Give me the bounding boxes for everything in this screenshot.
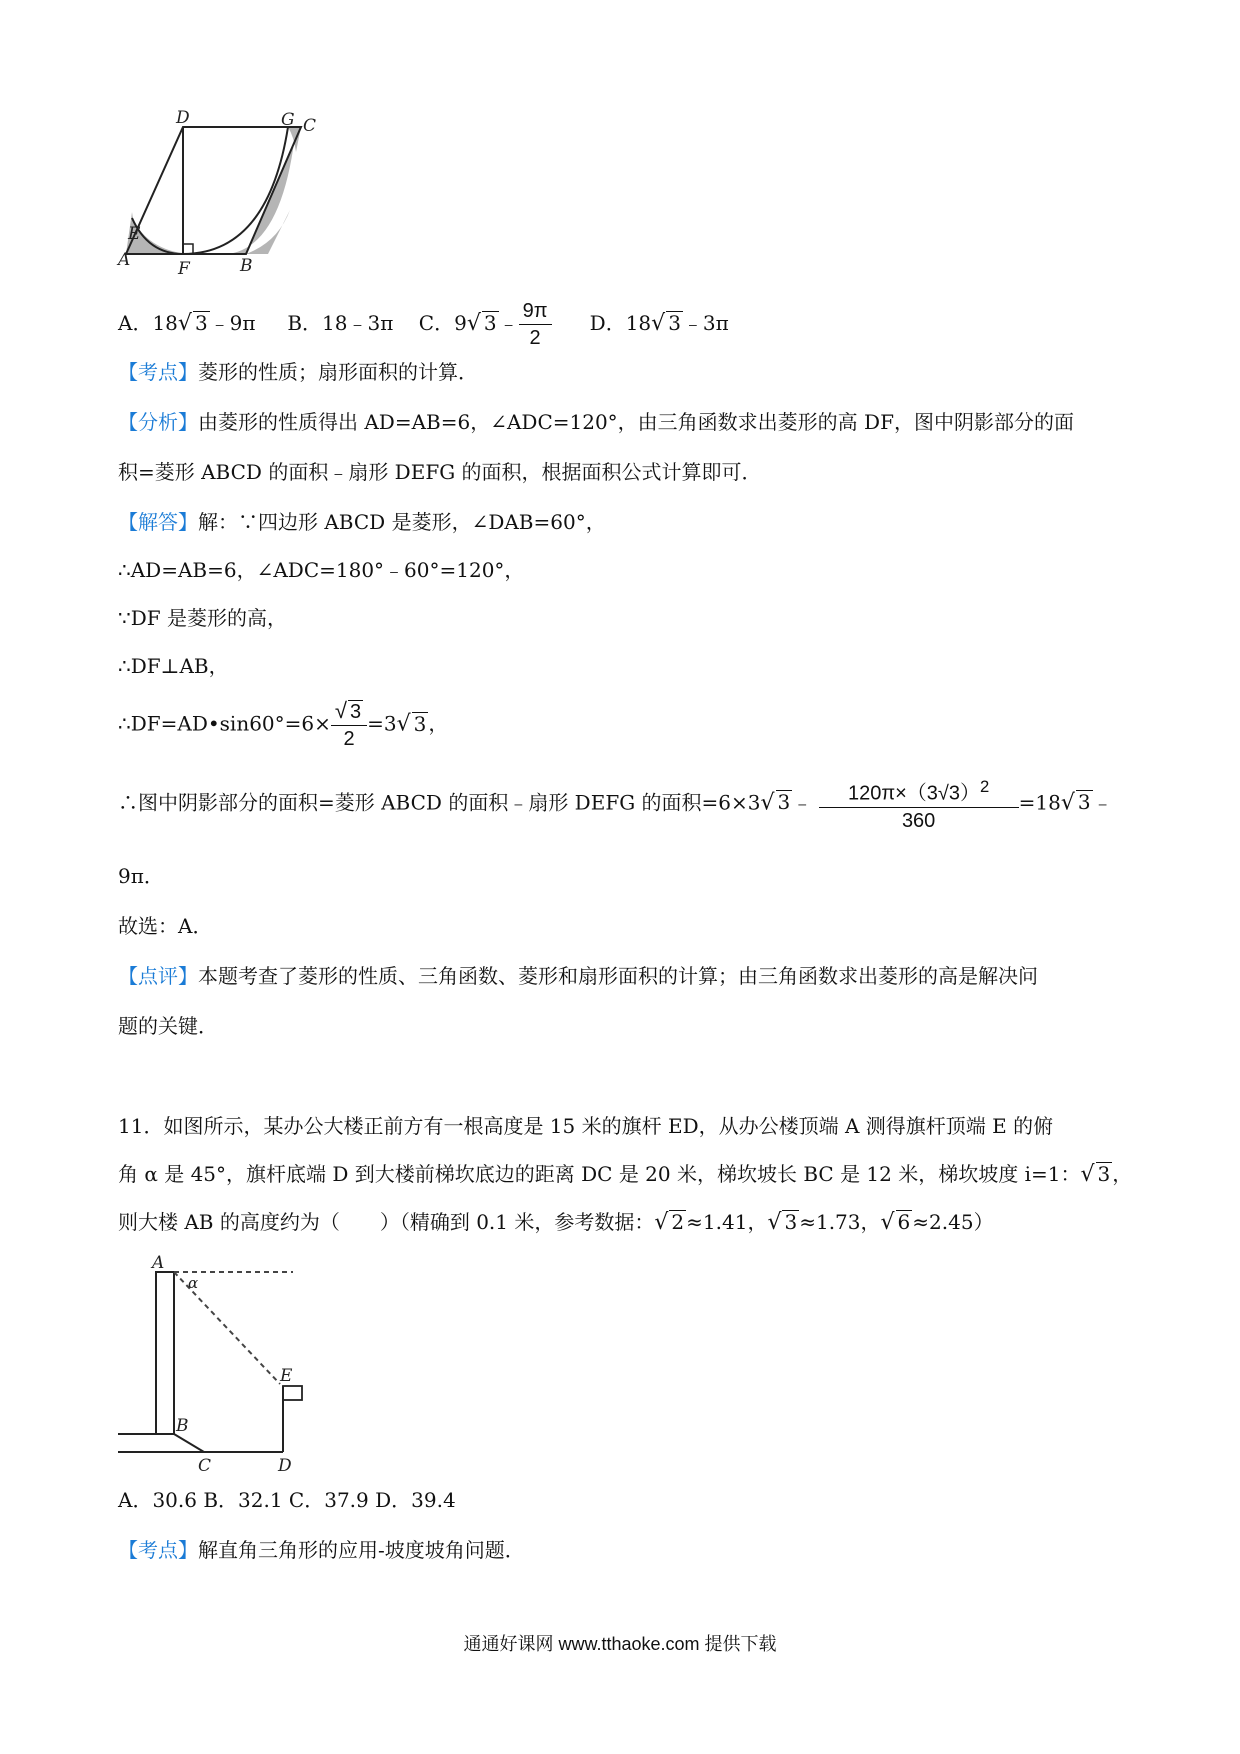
label-f: F <box>178 259 190 279</box>
step-6: 9π． <box>118 864 164 888</box>
rhombus-figure <box>118 108 358 282</box>
label-g: G <box>281 110 295 130</box>
label-b2: B <box>176 1416 189 1436</box>
step-1: ∴AD=AB=6，∠ADC=180°﹣60°=120°， <box>118 558 525 582</box>
jieda-1: 【解答】解：∵四边形 ABCD 是菱形，∠DAB=60°， <box>118 510 606 534</box>
flag <box>283 1386 302 1400</box>
label-e: E <box>128 224 141 244</box>
label-b: B <box>240 256 253 276</box>
label-d: D <box>176 108 190 128</box>
kaodian-2: 【考点】解直角三角形的应用-坡度坡角问题． <box>118 1538 525 1562</box>
choice-1: 故选：A． <box>118 914 213 938</box>
step-3: ∴DF⊥AB， <box>118 654 229 678</box>
dianping-1-line2: 题的关键． <box>118 1014 218 1038</box>
label-c2: C <box>198 1456 212 1476</box>
q11-line1: 11．如图所示，某办公大楼正前方有一根高度是 15 米的旗杆 ED，从办公楼顶端 A 测得旗杆顶端 E 的俯 <box>118 1114 1054 1138</box>
fenxi-1-line1: 【分析】由菱形的性质得出 AD=AB=6，∠ADC=120°，由三角函数求出菱形的高 DF，图中阴影部分的面 <box>118 410 1074 434</box>
q11-options: A．30.6 B．32.1 C．37.9 D．39.4 <box>118 1488 456 1512</box>
q11-line3: 则大楼 AB 的高度约为（ ）（精确到 0.1 米，参考数据：√ 2 ≈1.41，√ 3 ≈1.73，√ 6 ≈2.45） <box>118 1210 994 1235</box>
building-ab <box>156 1272 174 1434</box>
q10-options: A．18√ 3 ﹣9π B．18﹣3π C．9√ 3 ﹣ $\frac{9\pi}{2}$ D．18√ 3 ﹣3π <box>118 300 729 349</box>
label-c: C <box>303 116 317 136</box>
label-d2: D <box>278 1456 292 1476</box>
building-flagpole-figure <box>118 1252 318 1476</box>
step-4: ∴DF=AD•sin60°=6× $\frac{√ 3}{2}$ =3√ 3 ， <box>118 698 449 750</box>
q11-line2: 角 α 是 45°，旗杆底端 D 到大楼前梯坎底边的距离 DC 是 20 米，梯坎坡长 BC 是 12 米，梯坎坡度 i=1：√ 3 ， <box>118 1162 1133 1187</box>
dianping-1-line1: 【点评】本题考查了菱形的性质、三角函数、菱形和扇形面积的计算；由三角函数求出菱形的高是解决问 <box>118 964 1038 988</box>
step-5: ∴图中阴影部分的面积=菱形 ABCD 的面积﹣扇形 DEFG 的面积=6×3√ 3 ﹣ $\frac{120\pi\times(3√3)^2}{360}$ =18√ 3 ﹣ <box>118 774 1113 834</box>
label-a2: A <box>152 1253 165 1273</box>
fenxi-1-line2: 积=菱形 ABCD 的面积﹣扇形 DEFG 的面积，根据面积公式计算即可． <box>118 460 762 484</box>
label-e2: E <box>280 1366 293 1386</box>
footer-source: 通通好课网 www.tthaoke.com 提供下载 <box>463 1634 777 1654</box>
slope-bc <box>174 1434 204 1452</box>
label-alpha: α <box>188 1274 199 1292</box>
kaodian-1: 【考点】菱形的性质；扇形面积的计算． <box>118 360 478 384</box>
label-a: A <box>118 250 131 270</box>
step-2: ∵DF 是菱形的高， <box>118 606 287 630</box>
